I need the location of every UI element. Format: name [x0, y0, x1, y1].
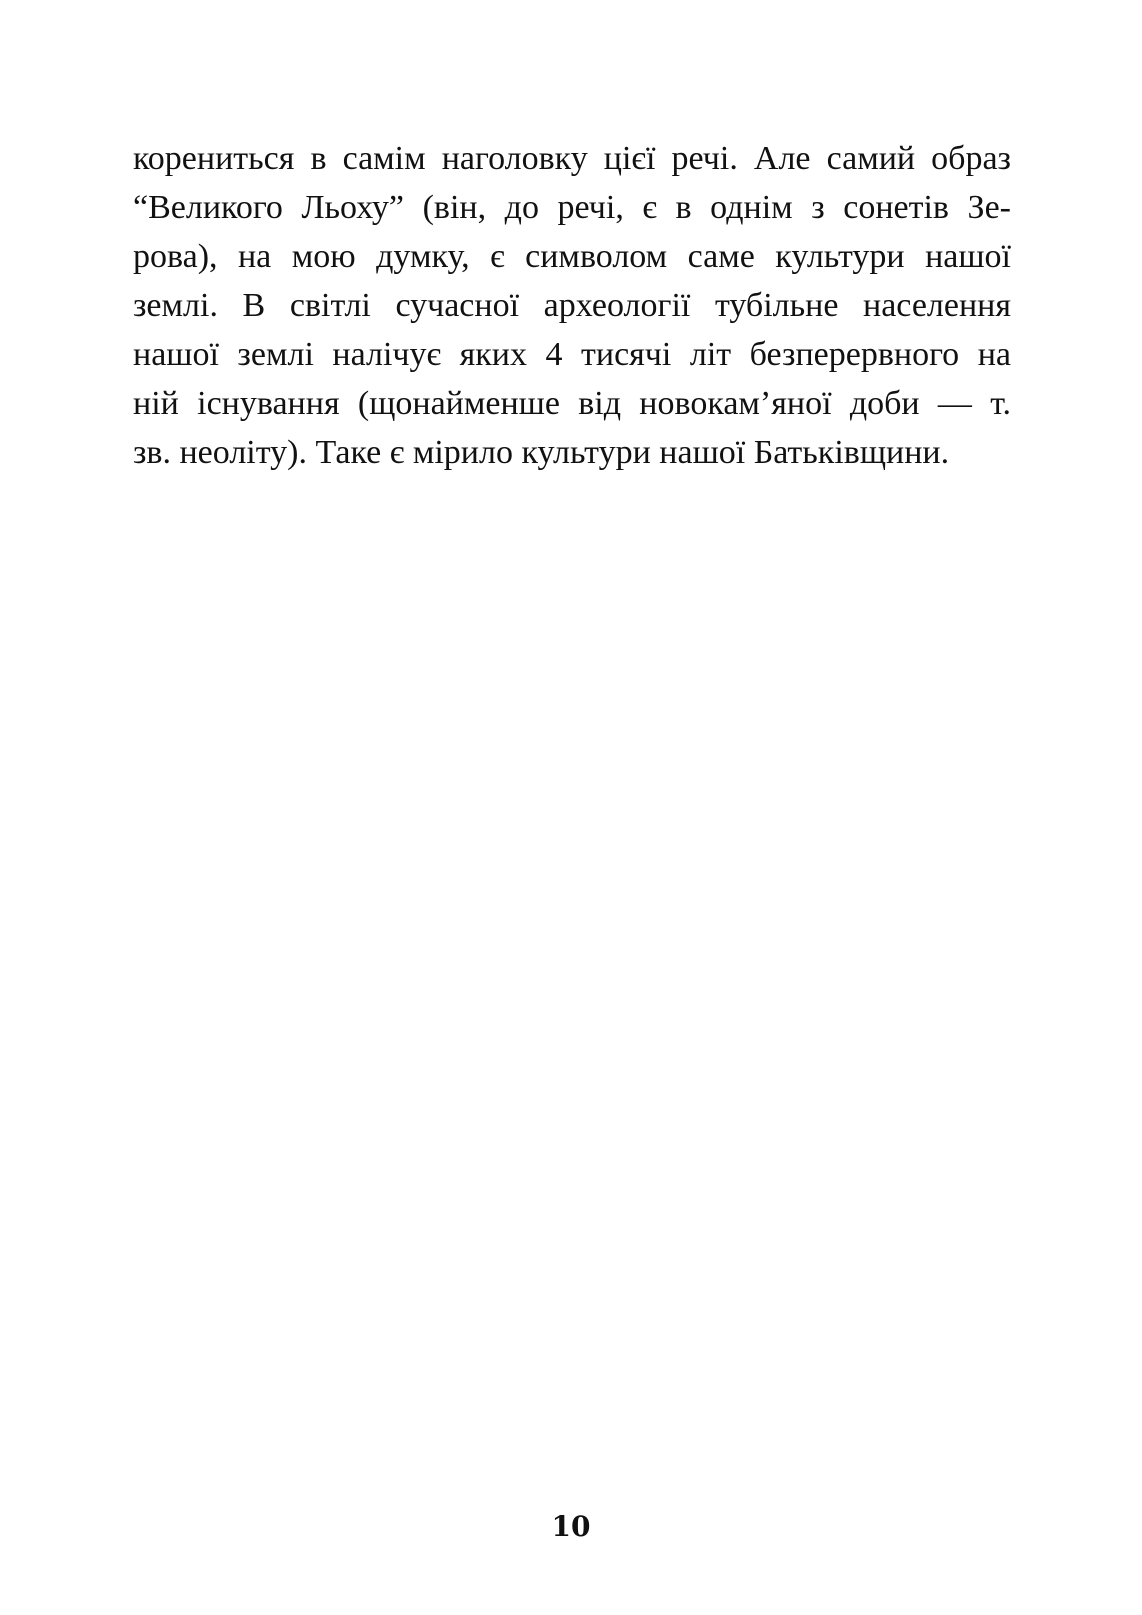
paragraph-line: нашої землі налічує яких 4 тисячі літ безперервного на [133, 336, 1011, 373]
paragraph-line: корениться в самім наголовку цієї речі. Але самий образ [133, 140, 1011, 177]
paragraph-line: рова), на мою думку, є символом саме культури нашої [133, 238, 1011, 275]
paragraph-line: “Великого Льоху” (він, до речі, є в однім з сонетів Зе- [133, 189, 1011, 226]
paragraph-line: землі. В світлі сучасної археології тубільне населення [133, 287, 1011, 324]
body-paragraph [133, 134, 1011, 477]
paragraph-line: зв. неоліту). Таке є мірило культури нашої Батьківщини. [133, 434, 950, 471]
page-number: 10 [551, 1510, 591, 1543]
paragraph-line: ній існування (щонайменше від новокам’яної доби — т. [133, 385, 1011, 422]
